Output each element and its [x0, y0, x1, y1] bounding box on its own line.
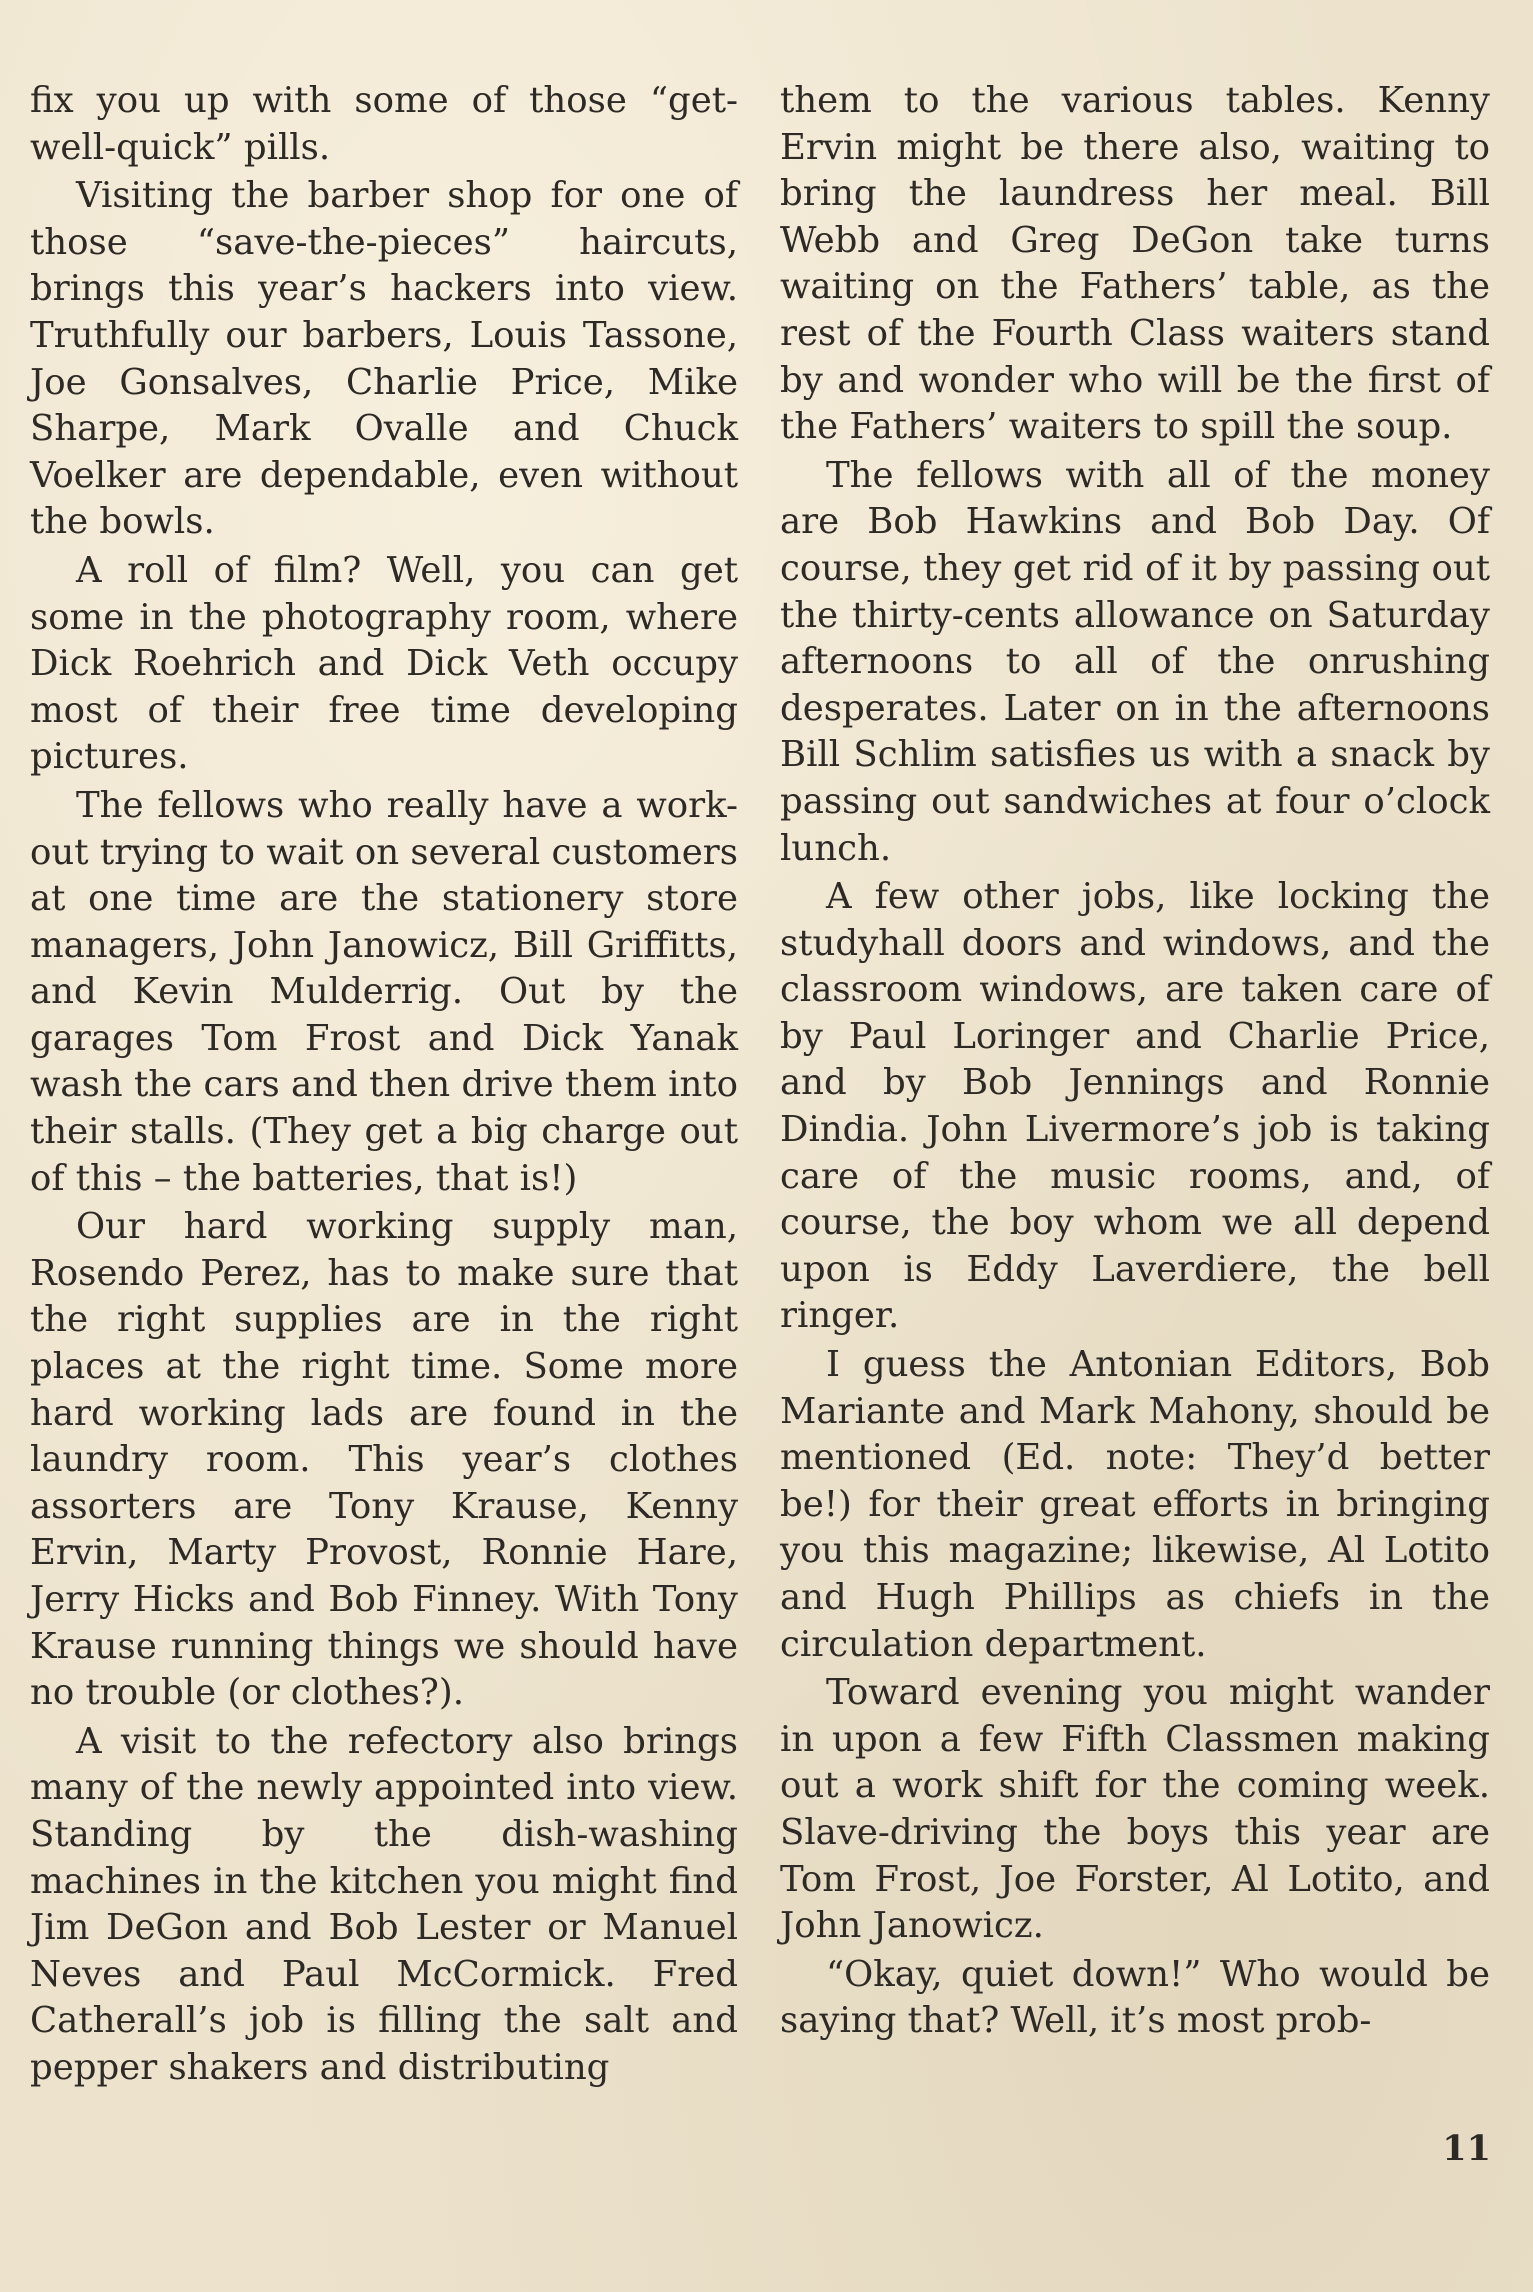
- paragraph: “Okay, quiet down!” Who would be saying that? Well, it’s most prob-: [780, 1953, 1490, 2042]
- paragraph: The fellows who really have a work-out trying to wait on several customers at one time are the stationery store managers, John Janowicz, Bill Griffitts, and Kevin Mulderrig. Out by the garages Tom Frost and Dick Yanak wash the cars and then drive them into their stalls. (They get a big charge out of this – the batteries, that is!): [30, 784, 738, 1199]
- paragraph: A roll of film? Well, you can get some in the photography room, where Dick Roehrich and Dick Veth occupy most of their free time developing pictures.: [30, 549, 738, 778]
- paragraph: fix you up with some of those “get-well-quick” pills.: [30, 80, 738, 168]
- paragraph: I guess the Antonian Editors, Bob Mariante and Mark Mahony, should be mentioned (Ed. note: They’d better be!) for their great efforts in bringing you this magazine; likewise, Al Lotito and Hugh Phillips as chiefs in the circulation department.: [780, 1344, 1490, 1665]
- paragraph: The fellows with all of the money are Bob Hawkins and Bob Day. Of course, they get rid of it by passing out the thirty-cents allowance on Saturday afternoons to all of the onrushing desperates. Later on in the afternoons Bill Schlim satisfies us with a snack by passing out sandwiches at four o’clock lunch.: [780, 454, 1490, 869]
- paragraph: Visiting the barber shop for one of those “save-the-pieces” haircuts, brings this year’s hackers into view. Truthfully our barbers, Louis Tassone, Joe Gonsalves, Charlie Price, Mike Sharpe, Mark Ovalle and Chuck Voelker are dependable, even without the bowls.: [30, 175, 738, 543]
- paragraph: A few other jobs, like locking the studyhall doors and windows, and the classroom windows, are taken care of by Paul Loringer and Charlie Price, and by Bob Jennings and Ronnie Dindia. John Livermore’s job is taking care of the music rooms, and, of course, the boy whom we all depend upon is Eddy Laverdiere, the bell ringer.: [780, 876, 1490, 1337]
- paragraph: A visit to the refectory also brings many of the newly appointed into view. Standing by the dish-washing machines in the kitchen you might find Jim DeGon and Bob Lester or Manuel Neves and Paul McCormick. Fred Catherall’s job is filling the salt and pepper shakers and distributing: [30, 1720, 738, 2088]
- left-column: [30, 78, 738, 2092]
- paragraph: Toward evening you might wander in upon a few Fifth Classmen making out a work shift for the coming week. Slave-driving the boys this year are Tom Frost, Joe Forster, Al Lotito, and John Janowicz.: [780, 1672, 1490, 1947]
- page-number: 11: [1442, 2128, 1491, 2169]
- right-column: [780, 78, 1490, 2045]
- paragraph: Our hard working supply man, Rosendo Perez, has to make sure that the right supplies are in the right places at the right time. Some more hard working lads are found in the laundry room. This year’s clothes assorters are Tony Krause, Kenny Ervin, Marty Provost, Ronnie Hare, Jerry Hicks and Bob Finney. With Tony Krause running things we should have no trouble (or clothes?).: [30, 1206, 738, 1714]
- paragraph: them to the various tables. Kenny Ervin might be there also, waiting to bring the laundress her meal. Bill Webb and Greg DeGon take turns waiting on the Fathers’ table, as the rest of the Fourth Class waiters stand by and wonder who will be the first of the Fathers’ waiters to spill the soup.: [780, 80, 1490, 448]
